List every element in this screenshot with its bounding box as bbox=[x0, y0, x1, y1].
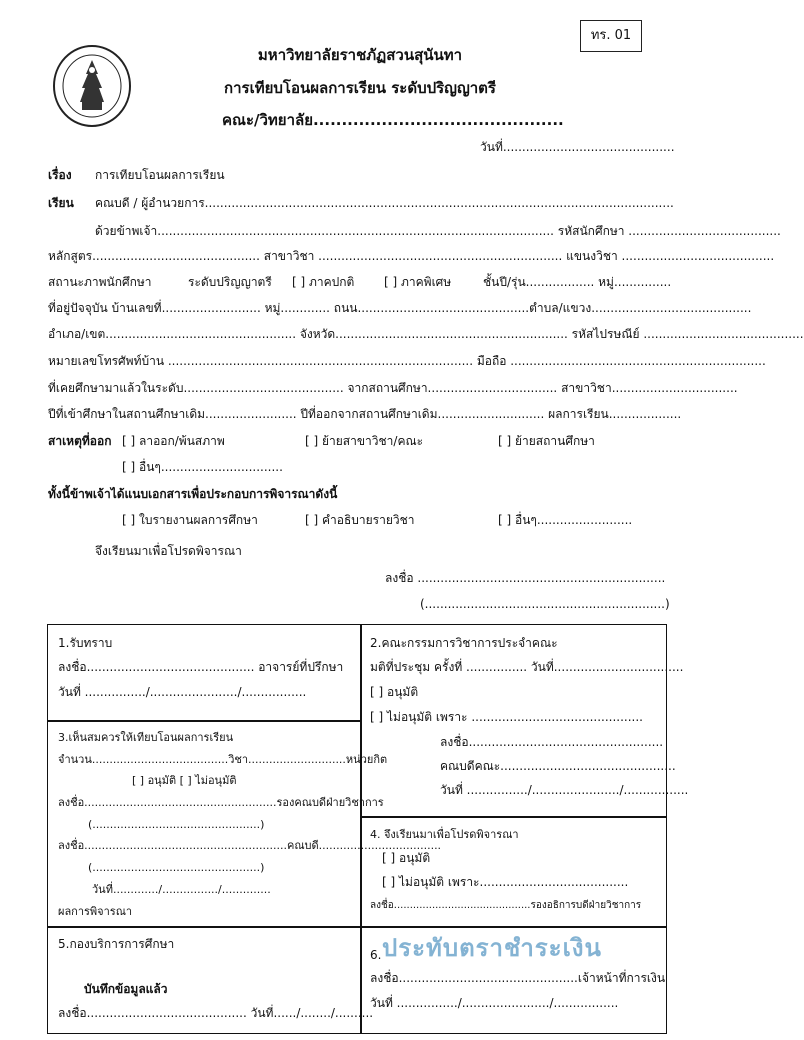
box2-meeting[interactable]: มติที่ประชุม ครั้งที่ ................ วันที่.................................. bbox=[370, 660, 684, 674]
box2-dean[interactable]: คณบดีคณะ.............................................. bbox=[440, 759, 676, 773]
reason-change-school-checkbox[interactable]: [ ] ย้ายสถานศึกษา bbox=[498, 434, 595, 448]
box2-title: 2.คณะกรรมการวิชาการประจำคณะ bbox=[370, 636, 558, 650]
form-title: การเทียบโอนผลการเรียน ระดับปริญญาตรี bbox=[224, 79, 496, 97]
status-regular-checkbox[interactable]: [ ] ภาคปกติ bbox=[292, 275, 355, 289]
payment-stamp: ประทับตราชำระเงิน bbox=[382, 934, 602, 962]
reason-label: สาเหตุที่ออก bbox=[48, 434, 112, 448]
box3-date[interactable]: วันที่............./................/.............. bbox=[92, 883, 271, 896]
address-line[interactable]: ที่อยู่ปัจจุบัน บ้านเลขที่.......................... หมู่............. ถนน.............................................ตำบล/แขวง.......................................... bbox=[48, 301, 752, 315]
to-value[interactable]: คณบดี / ผู้อำนวยการ........................................................................................................................... bbox=[95, 196, 674, 210]
box6-signature[interactable]: ลงชื่อ...............................................เจ้าหน้าที่การเงิน bbox=[370, 971, 666, 985]
attach-transcript-checkbox[interactable]: [ ] ใบรายงานผลการศึกษา bbox=[122, 513, 258, 527]
box5-recorded: บันทึกข้อมูลแล้ว bbox=[84, 982, 168, 996]
box6-title: 6. bbox=[370, 948, 382, 962]
box4-signature[interactable]: ลงชื่อ...........................................รองอธิการบดีฝ่ายวิชาการ bbox=[370, 900, 642, 911]
subject-value: การเทียบโอนผลการเรียน bbox=[95, 168, 225, 182]
attach-other-checkbox[interactable]: [ ] อื่นๆ......................... bbox=[498, 513, 633, 527]
to-label: เรียน bbox=[48, 196, 74, 210]
box2-reject-checkbox[interactable]: [ ] ไม่อนุมัติ เพราะ ............................................. bbox=[370, 710, 643, 724]
box3-amount[interactable]: จำนวน.......................................วิชา............................หน่วยกิต bbox=[58, 753, 388, 766]
box5-signature[interactable]: ลงชื่อ.......................................... วันที่....../......../.......... bbox=[58, 1006, 374, 1020]
box1-title: 1.รับทราบ bbox=[58, 636, 113, 650]
subject-label: เรื่อง bbox=[48, 168, 72, 182]
reason-resign-checkbox[interactable]: [ ] ลาออก/พ้นสภาพ bbox=[122, 434, 225, 448]
status-year[interactable]: ชั้นปี/รุ่น.................. หมู่............... bbox=[483, 275, 672, 289]
box2-signature[interactable]: ลงชื่อ................................................... bbox=[440, 735, 664, 749]
box2-approve-checkbox[interactable]: [ ] อนุมัติ bbox=[370, 685, 419, 699]
box3-options[interactable]: [ ] อนุมัติ [ ] ไม่อนุมัติ bbox=[132, 774, 237, 787]
status-special-checkbox[interactable]: [ ] ภาคพิเศษ bbox=[384, 275, 452, 289]
reason-other-checkbox[interactable]: [ ] อื่นๆ................................ bbox=[122, 460, 283, 474]
prev-education-line[interactable]: ที่เคยศึกษามาแล้วในระดับ.......................................... จากสถานศึกษา.................................. สาขาวิชา................................. bbox=[48, 381, 738, 395]
box1-date[interactable]: วันที่ ................/......................./................. bbox=[58, 685, 307, 699]
applicant-signature[interactable]: ลงชื่อ ................................................................. bbox=[385, 571, 666, 585]
attachments-heading: ทั้งนี้ข้าพเจ้าได้แนบเอกสารเพื่อประกอบการพิจารณาดังนี้ bbox=[48, 487, 338, 501]
form-code: ทร. 01 bbox=[580, 20, 642, 52]
attach-course-desc-checkbox[interactable]: [ ] คำอธิบายรายวิชา bbox=[305, 513, 415, 527]
district-line[interactable]: อำเภอ/เขต.................................................. จังหวัด............................................................. รหัสไปรษณีย์ .......................................... bbox=[48, 327, 804, 341]
box5-title: 5.กองบริการการศึกษา bbox=[58, 937, 175, 951]
grid-divider-b2 bbox=[360, 816, 667, 818]
university-name: มหาวิทยาลัยราชภัฏสวนสุนันทา bbox=[257, 46, 463, 64]
box3-result: ผลการพิจารณา bbox=[58, 905, 133, 918]
grid-divider-vertical bbox=[360, 624, 362, 1034]
box1-signature[interactable]: ลงชื่อ............................................ อาจารย์ที่ปรึกษา bbox=[58, 660, 344, 674]
reason-change-major-checkbox[interactable]: [ ] ย้ายสาขาวิชา/คณะ bbox=[305, 434, 424, 448]
program-line[interactable]: หลักสูตร............................................ สาขาวิชา ................................................................ แขนงวิชา ........................................ bbox=[48, 249, 775, 263]
applicant-name[interactable]: (...............................................................) bbox=[420, 597, 670, 611]
box3-name-dean[interactable]: (................................................) bbox=[88, 861, 265, 874]
box4-title: 4. จึงเรียนมาเพื่อโปรดพิจารณา bbox=[370, 828, 519, 841]
name-line[interactable]: ด้วยข้าพเจ้า........................................................................................................ รหัสนักศึกษา ........................................ bbox=[95, 224, 781, 238]
box2-date[interactable]: วันที่ ................/......................./................. bbox=[440, 783, 689, 797]
box4-reject-checkbox[interactable]: [ ] ไม่อนุมัติ เพราะ....................................... bbox=[382, 875, 629, 889]
box3-title: 3.เห็นสมควรให้เทียบโอนผลการเรียน bbox=[58, 731, 234, 744]
faculty-line: คณะ/วิทยาลัย............................................ bbox=[222, 111, 564, 129]
box4-approve-checkbox[interactable]: [ ] อนุมัติ bbox=[382, 851, 431, 865]
box6-date[interactable]: วันที่ ................/......................./................. bbox=[370, 996, 619, 1010]
box3-name-vice-dean[interactable]: (................................................) bbox=[88, 818, 265, 831]
date-line: วันที่............................................. bbox=[480, 140, 675, 154]
box3-signature-dean[interactable]: ลงชื่อ..........................................................คณบดี................................... bbox=[58, 839, 442, 852]
status-level: ระดับปริญญาตรี bbox=[188, 275, 272, 289]
closing-text: จึงเรียนมาเพื่อโปรดพิจารณา bbox=[95, 544, 242, 558]
status-label: สถานะภาพนักศึกษา bbox=[48, 275, 152, 289]
phone-line[interactable]: หมายเลขโทรศัพท์บ้าน ................................................................................ มือถือ ................................................................... bbox=[48, 354, 766, 368]
prev-year-line[interactable]: ปีที่เข้าศึกษาในสถานศึกษาเดิม........................ ปีที่ออกจากสถานศึกษาเดิม............................ ผลการเรียน................... bbox=[48, 407, 682, 421]
grid-divider-b1 bbox=[47, 720, 361, 722]
box3-signature-vice-dean[interactable]: ลงชื่อ.......................................................รองคณบดีฝ่ายวิชาการ bbox=[58, 796, 384, 809]
